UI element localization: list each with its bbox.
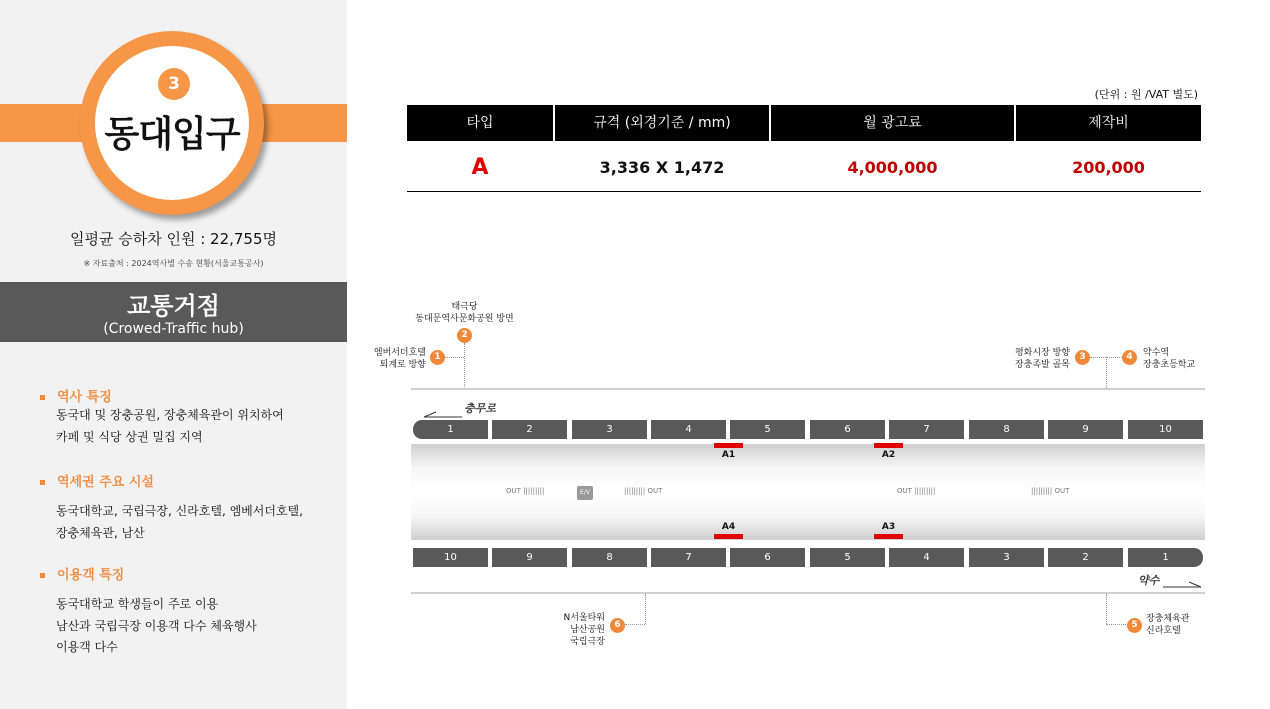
ad-location-marker [874,443,903,448]
station-number-badge: 3 [158,68,190,100]
ridership-text: 일평균 승하차 인원 : 22,755명 [69,230,278,248]
bullet-icon [40,573,45,578]
exit-connector [464,343,465,387]
car-segment: 8 [572,548,647,567]
source-note: ※ 자료출처 : 2024역사별 수송 현황(서울교통공사) [83,259,264,268]
gate-out: ||||||||| OUT [1031,487,1070,495]
turnstile-icon: ||||||||| [523,487,545,495]
exit-connector [1106,594,1107,624]
ad-location-label: A4 [721,522,736,532]
bullet-icon [40,480,45,485]
station-name: 동대입구 [104,114,240,155]
cell-type: A [471,155,489,180]
cell-size: 3,336 X 1,472 [599,158,725,177]
exit-2-badge: 2 [457,328,472,343]
cell-production-cost: 200,000 [1072,158,1145,177]
car-segment: 3 [969,548,1044,567]
car-segment: 2 [1048,548,1123,567]
exit-connector [625,624,645,625]
table-bottom-rule [407,191,1201,192]
exit-1-badge: 1 [430,350,445,365]
section-line: 동국대학교, 국립극장, 신라호텔, 엠베서더호텔, [56,504,303,518]
header-type: 타입 [407,105,553,141]
section-title: 역사 특징 [40,386,112,405]
unit-note: (단위 : 원 /VAT 별도) [1094,88,1198,101]
header-production-cost: 제작비 [1016,105,1201,141]
hub-banner [0,282,347,342]
exit-5-label: 장충체육관 신라호텔 [1146,614,1190,636]
hub-subtitle: (Crowed-Traffic hub) [103,321,244,337]
car-segment: 9 [1048,420,1123,439]
car-segment: 4 [889,548,964,567]
gate-out: OUT ||||||||| [506,487,545,495]
exit-connector [1106,357,1107,388]
arrow-left-icon [422,404,462,412]
section-line: 이용객 다수 [56,640,118,654]
exit-4-badge: 4 [1122,350,1137,365]
turnstile-icon: ||||||||| [624,487,646,495]
section-line: 동국대학교 학생들이 주로 이용 [56,597,219,611]
car-segment: 3 [572,420,647,439]
track-rail [411,388,1205,390]
exit-2-label: 태극당 동대문역사문화공원 방면 [415,302,514,324]
ad-location-label: A1 [721,450,736,460]
exit-connector [1106,624,1128,625]
hub-title: 교통거점 [127,292,220,320]
exit-3-badge: 3 [1075,350,1090,365]
car-segment: 7 [889,420,964,439]
car-segment: 9 [492,548,567,567]
track-rail [411,592,1205,594]
car-segment: 6 [810,420,885,439]
section-title: 이용객 특징 [40,564,124,583]
header-monthly-fee: 월 광고료 [771,105,1014,141]
section-line: 남산과 국립극장 이용객 다수 체육행사 [56,619,257,633]
exit-connector [645,594,646,624]
gate-out: ||||||||| OUT [624,487,663,495]
ad-location-marker [874,534,903,539]
exit-4-label: 약수역 장충초등학교 [1143,348,1196,370]
car-segment: 4 [651,420,726,439]
ad-location-label: A3 [881,522,896,532]
section-line: 동국대 및 장충공원, 장충체육관이 위치하여 [56,408,284,422]
exit-connector [445,357,464,358]
turnstile-icon: ||||||||| [1031,487,1053,495]
car-segment: 7 [651,548,726,567]
car-segment: 8 [969,420,1044,439]
car-segment: 1 [413,420,488,439]
bullet-icon [40,395,45,400]
car-segment: 1 [1128,548,1203,567]
ad-location-marker [714,534,743,539]
exit-3-label: 평화시장 방향 장충족발 골목 [1014,348,1070,370]
car-segment: 10 [1128,420,1203,439]
cell-monthly-fee: 4,000,000 [847,158,938,177]
car-segment: 10 [413,548,488,567]
section-line: 장충체육관, 남산 [56,526,145,540]
section-title: 역세권 주요 시설 [40,471,154,490]
section-line: 카페 및 식당 상권 밀집 지역 [56,430,203,444]
ad-location-marker [714,443,743,448]
exit-5-badge: 5 [1127,618,1142,633]
exit-1-label: 엠버서더호텔 퇴계로 방향 [373,348,426,370]
car-segment: 5 [810,548,885,567]
ad-location-label: A2 [881,450,896,460]
direction-bottom: 약수 [1138,574,1160,587]
elevator-icon: E/V [577,486,593,500]
turnstile-icon: ||||||||| [914,487,936,495]
car-segment: 2 [492,420,567,439]
header-size: 규격 (외경기준 / mm) [555,105,769,141]
exit-6-badge: 6 [610,618,625,633]
arrow-right-icon [1163,574,1203,582]
car-segment: 5 [730,420,805,439]
direction-top: 충무로 [464,402,496,415]
exit-6-label: N서울타워 남산공원 국립극장 [563,613,605,647]
gate-out: OUT ||||||||| [897,487,936,495]
car-segment: 6 [730,548,805,567]
